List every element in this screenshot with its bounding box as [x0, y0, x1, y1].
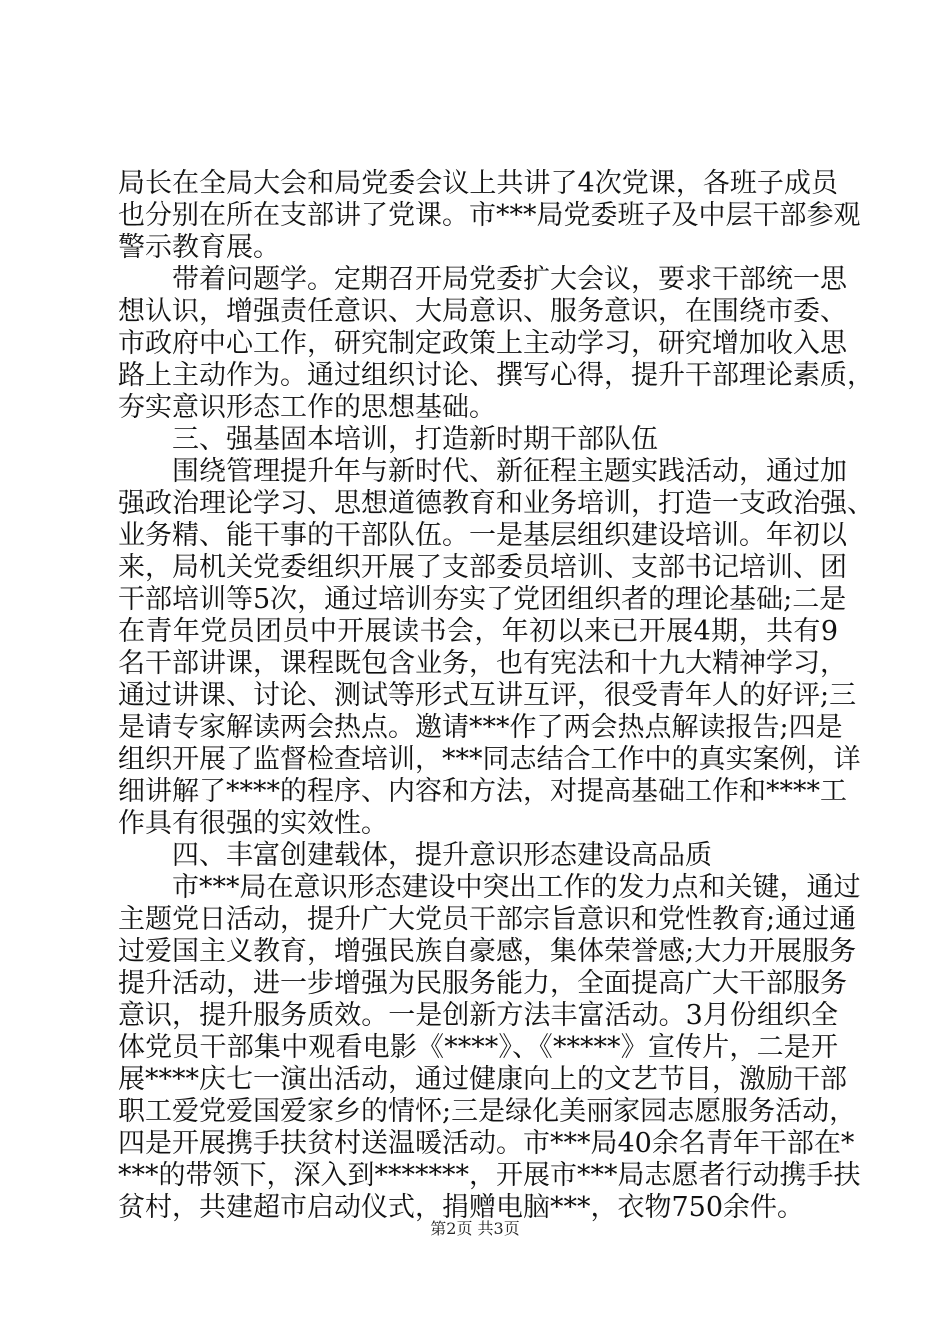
text-line: 三、强基固本培训，打造新时期干部队伍 — [118, 424, 658, 455]
text-line: 夯实意识形态工作的思想基础。 — [118, 392, 496, 423]
text-line: 干部培训等5次，通过培训夯实了党团组织者的理论基础;二是 — [118, 584, 847, 615]
text-line: ***的带领下，深入到*******，开展市***局志愿者行动携手扶 — [118, 1160, 861, 1191]
text-line: 市政府中心工作，研究制定政策上主动学习，研究增加收入思 — [118, 328, 847, 359]
text-line: 想认识，增强责任意识、大局意识、服务意识，在围绕市委、 — [118, 296, 847, 327]
text-line: 警示教育展。 — [118, 232, 280, 263]
text-line: 主题党日活动，提升广大党员干部宗旨意识和党性教育;通过通 — [118, 904, 857, 935]
text-line: 局长在全局大会和局党委会议上共讲了4次党课，各班子成员 — [118, 168, 838, 199]
text-line: 是请专家解读两会热点。邀请***作了两会热点解读报告;四是 — [118, 712, 843, 743]
text-line: 带着问题学。定期召开局党委扩大会议，要求干部统一思 — [118, 264, 847, 295]
text-line: 也分别在所在支部讲了党课。市***局党委班子及中层干部参观 — [118, 200, 861, 231]
text-line: 通过讲课、讨论、测试等形式互讲互评，很受青年人的好评;三 — [118, 680, 857, 711]
text-line: 提升活动，进一步增强为民服务能力，全面提高广大干部服务 — [118, 968, 847, 999]
text-line: 过爱国主义教育，增强民族自豪感，集体荣誉感;大力开展服务 — [118, 936, 857, 967]
text-line: 市***局在意识形态建设中突出工作的发力点和关键，通过 — [118, 872, 861, 903]
text-line: 作具有很强的实效性。 — [118, 808, 388, 839]
text-line: 来，局机关党委组织开展了支部委员培训、支部书记培训、团 — [118, 552, 847, 583]
text-line: 路上主动作为。通过组织讨论、撰写心得，提升干部理论素质， — [118, 360, 874, 391]
body-text — [118, 168, 874, 1224]
text-line: 贫村，共建超市启动仪式，捐赠电脑***，衣物750余件。 — [118, 1192, 805, 1223]
text-line: 业务精、能干事的干部队伍。一是基层组织建设培训。年初以 — [118, 520, 847, 551]
text-line: 在青年党员团员中开展读书会，年初以来已开展4期，共有9 — [118, 616, 838, 647]
text-line: 意识，提升服务质效。一是创新方法丰富活动。3月份组织全 — [118, 1000, 838, 1031]
text-line: 名干部讲课，课程既包含业务，也有宪法和十九大精神学习， — [118, 648, 847, 679]
page-footer: 第2页 共3页 — [430, 1219, 520, 1238]
text-line: 体党员干部集中观看电影《****》、《*****》宣传片，二是开 — [118, 1032, 838, 1063]
text-line: 强政治理论学习、思想道德教育和业务培训，打造一支政治强、 — [118, 488, 874, 519]
text-line: 展****庆七一演出活动，通过健康向上的文艺节目，激励干部 — [118, 1064, 847, 1095]
text-line: 四是开展携手扶贫村送温暖活动。市***局40余名青年干部在* — [118, 1128, 855, 1159]
text-line: 细讲解了****的程序、内容和方法，对提高基础工作和****工 — [118, 776, 847, 807]
text-line: 职工爱党爱国爱家乡的情怀;三是绿化美丽家园志愿服务活动， — [118, 1096, 857, 1127]
text-line: 组织开展了监督检查培训，***同志结合工作中的真实案例，详 — [118, 744, 861, 775]
text-line: 围绕管理提升年与新时代、新征程主题实践活动，通过加 — [118, 456, 847, 487]
text-line: 四、丰富创建载体，提升意识形态建设高品质 — [118, 840, 712, 871]
